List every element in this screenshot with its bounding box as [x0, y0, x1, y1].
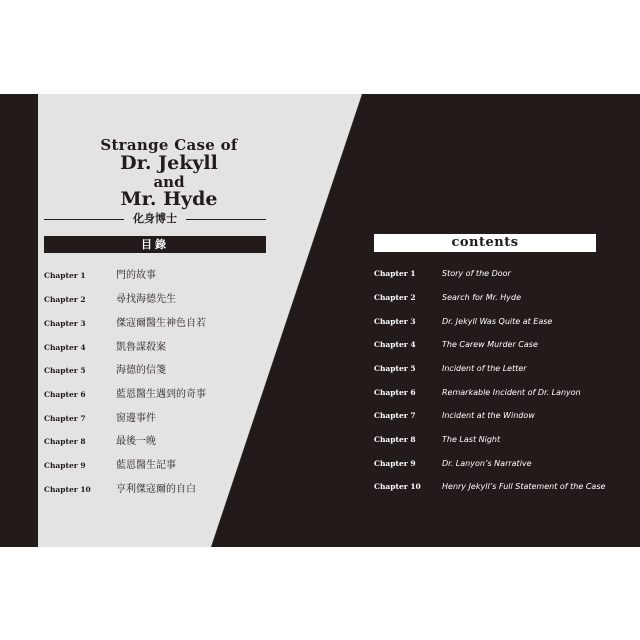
- subtitle-row: [44, 212, 266, 226]
- chapter-title: Search for Mr. Hyde: [442, 293, 522, 302]
- chapter-title: Incident at the Window: [442, 411, 535, 420]
- subtitle-rule-right: [186, 219, 266, 220]
- chapter-title: 窗邊事件: [116, 413, 156, 424]
- chapter-title: 傑寇爾醫生神色自若: [116, 318, 206, 329]
- chapter-label: Chapter 6: [44, 390, 86, 399]
- chapter-label: Chapter 6: [374, 388, 416, 397]
- chapter-label: Chapter 3: [374, 317, 416, 326]
- chapter-label: Chapter 4: [44, 343, 86, 352]
- chapter-title: Dr. Jekyll Was Quite at Ease: [442, 317, 553, 326]
- chapter-label: Chapter 5: [374, 364, 416, 373]
- chapter-title: Remarkable Incident of Dr. Lanyon: [442, 388, 581, 397]
- chapter-title: 藍恩醫生遇到的奇事: [116, 389, 206, 400]
- chapter-label: Chapter 4: [374, 340, 416, 349]
- chapter-title: The Last Night: [442, 435, 501, 444]
- chapter-title: 海德的信箋: [116, 365, 166, 376]
- chapter-label: Chapter 1: [374, 269, 416, 278]
- chapter-label: Chapter 9: [44, 461, 86, 470]
- chapter-title: 最後一晚: [116, 436, 156, 447]
- chapter-label: Chapter 7: [374, 411, 416, 420]
- chapter-label: Chapter 3: [44, 319, 86, 328]
- chapter-title: Story of the Door: [442, 269, 511, 278]
- chinese-subtitle: 化身博士: [133, 212, 177, 225]
- chapter-label: Chapter 10: [374, 482, 421, 491]
- chapter-title: The Carew Murder Case: [442, 340, 538, 349]
- chapter-title: Incident of the Letter: [442, 364, 527, 373]
- chapter-title: 尋找海德先生: [116, 294, 176, 305]
- chapter-title: 藍恩醫生記事: [116, 460, 176, 471]
- chapter-title: 門的故事: [116, 270, 156, 281]
- chapter-label: Chapter 5: [44, 366, 86, 375]
- chapter-label: Chapter 1: [44, 271, 86, 280]
- book-title-line-3: and: [153, 173, 185, 191]
- chapter-title: Dr. Lanyon’s Narrative: [442, 459, 532, 468]
- chapter-label: Chapter 8: [374, 435, 416, 444]
- chapter-label: Chapter 9: [374, 459, 416, 468]
- toc-header-chinese: 目錄: [44, 236, 266, 253]
- chapter-title: 亨利傑寇爾的自白: [116, 484, 196, 495]
- book-spread: [0, 94, 640, 547]
- book-title-line-4: Mr. Hyde: [120, 188, 218, 210]
- chapter-label: Chapter 2: [374, 293, 416, 302]
- toc-header-english: contents: [374, 234, 596, 252]
- chapter-title: Henry Jekyll’s Full Statement of the Case: [442, 482, 606, 491]
- chapter-label: Chapter 7: [44, 414, 86, 423]
- book-title-line-1: Strange Case of: [100, 136, 238, 154]
- chapter-title: 凱魯謀殺案: [116, 342, 166, 353]
- chapter-label: Chapter 8: [44, 437, 86, 446]
- subtitle-rule-left: [44, 219, 124, 220]
- chapter-label: Chapter 10: [44, 485, 91, 494]
- chapter-label: Chapter 2: [44, 295, 86, 304]
- book-title-line-2: Dr. Jekyll: [120, 152, 218, 174]
